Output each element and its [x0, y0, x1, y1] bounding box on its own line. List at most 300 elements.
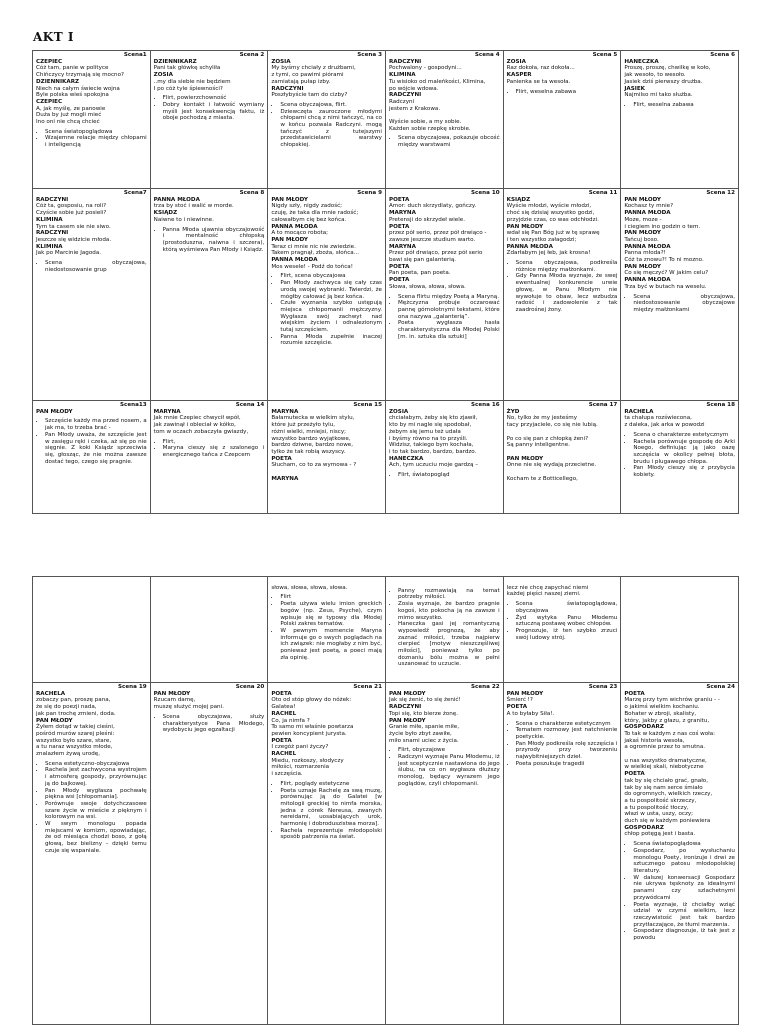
scene-note: • Flirt: [280, 594, 382, 601]
scene-notes: [36, 418, 147, 465]
dialogue-line: jakaś historia wesoła,: [624, 737, 685, 744]
dialogue-line: trza by stoć i walić w morde.: [153, 203, 234, 210]
dialogue-line: Galatea!: [271, 704, 296, 711]
scene-note: • Żyd wytyka Panu Młodemu sztuczną postawę wobec chłopów.: [516, 615, 618, 628]
dialogue-line: Przez pół drwiąco, przez pół serio: [388, 250, 483, 257]
scene-notes: [154, 439, 265, 459]
dialogue-line: ta chałupa rozświecona,: [624, 415, 692, 422]
dialogue-line: a tu naraz wszystko młode,: [36, 744, 113, 751]
scene-number: [154, 578, 265, 585]
speaker-name: PANNA MŁODA: [506, 243, 553, 250]
scene-note: • Szczęście każdy ma przed nosem, a jak ma, to trzeba brać -: [45, 418, 147, 431]
scene-notes: [36, 260, 147, 273]
scene-notes: [624, 432, 735, 479]
dialogue-line: wszystko bardzo wyjątkowe,: [271, 435, 351, 442]
speaker-name: PAN MŁODY: [506, 223, 544, 230]
scene-cell: [268, 189, 386, 401]
speaker-name: MARYNA: [271, 408, 299, 415]
scene-note: • Panny rozmawiają na temat potrzeby miłości.: [398, 588, 500, 601]
dialogue-line: tacy przyjaciele, co się nie lubią.: [506, 422, 598, 429]
speaker-name: KSIĄDZ: [153, 210, 178, 217]
speaker-name: RADCZYNI: [388, 58, 422, 65]
scene-cell: [151, 189, 269, 401]
scene-number: Scena 6: [710, 52, 735, 58]
scene-cell: [33, 577, 151, 683]
scene-note: • Scena światopoglądowa: [45, 129, 147, 136]
speaker-name: MARYNA: [388, 210, 416, 217]
speaker-name: PAN MŁODY: [271, 196, 308, 203]
scene-number: Scena 10: [471, 190, 500, 196]
dialogue-line: miłości, rozmarzenia: [271, 764, 330, 771]
speaker-name: POETA: [388, 223, 410, 230]
speaker-name: POETA: [624, 690, 645, 697]
scene-note: • Scena obyczajowa, pokazuje obcość między warstwami: [398, 135, 500, 148]
dialogue-line: A to byłaby Siła!.: [506, 710, 555, 717]
scene-number: Scena 19: [118, 684, 147, 690]
scene-cell: [504, 189, 622, 401]
scene-note: • Scena światopoglądowa, obyczajowa: [516, 601, 618, 614]
dialogue-line: Pochwalony - gospodyni...: [388, 65, 462, 72]
dialogue-line: ..my dla siebie nie będziem: [153, 78, 231, 85]
speaker-name: PANNA MŁODA: [271, 223, 318, 230]
dialogue-line: choć się dzisiaj wszystko godzi,: [506, 210, 595, 217]
dialogue-line: [271, 469, 382, 476]
dialogue-line: I czegóż pani życzy?: [271, 744, 329, 751]
speaker-name: PAN MŁODY: [506, 455, 544, 462]
scene-note: • Pan Młody uważa, że szczęście jest w zasięgu ręki i czeka, aż się po nie sięgnie. Z koki Ksiądz sprzeciwia się, głosząc, że nie można zawsze dostać tego, czego się pragnie.: [45, 432, 147, 466]
scene-cell: [504, 401, 622, 514]
scene-note: • Poeta wyznaje, iż chciałby wziąć udział w czymś wielkim, lecz rzeczywistość jest tak bardzo przytłaczające, że tłumi marzenia.: [633, 902, 735, 929]
dialogue-line: jak zawinął i obleciał w kółko,: [153, 422, 236, 429]
dialogue-line: a tu pospolitość tłoczy,: [624, 804, 689, 811]
scene-note: • Gospodarz diagnozuje, iż tak jest z powodu: [633, 928, 735, 941]
dialogue-line: Cóż ta, gosposiu, na roli?: [36, 203, 107, 210]
scene-number: Scena 12: [706, 190, 735, 196]
scene-notes: [507, 260, 618, 314]
speaker-name: POETA: [388, 196, 410, 203]
scene-note: • Dobry kontakt i łatwość wymiany myśli jest konsekwencją faktu, iż oboje pochodzą z miasta.: [163, 102, 265, 122]
scene-notes: [271, 102, 382, 149]
dialogue-line: zobaczy pan, proszę pana,: [36, 697, 111, 704]
dialogue-line: Trza być w butach na weselu.: [624, 283, 707, 290]
dialogue-line: życie było zbyt zawiłe,: [388, 730, 452, 737]
scene-note: • Flirt,: [163, 439, 265, 446]
scene-cell: [621, 189, 739, 401]
dialogue-line: muszę służyć mojej pani.: [153, 704, 224, 711]
dialogue-line: Bohater w zbroji, skalisty,: [624, 710, 697, 717]
dialogue-line: bawi się pan galanterią.: [388, 257, 457, 264]
scene-note: • Maryna cieszy się z szalonego i energicznego tańca z Czepcem: [163, 445, 265, 458]
speaker-name: RACHEL: [271, 751, 297, 758]
scene-number: [624, 578, 735, 585]
dialogue-line: My byśmy chciały z drużbami,: [271, 65, 356, 72]
dialogue-line: chłop potęgą jest i basta.: [624, 831, 696, 838]
scene-number: Scena 21: [353, 684, 382, 690]
dialogue-line: jak wesoło, to wesoło.: [624, 72, 686, 79]
scene-note: • Scena światopoglądowa: [633, 841, 735, 848]
speaker-name: POETA: [271, 690, 292, 697]
dialogue-line: czuję, że taka dla mnie radość;: [271, 210, 359, 217]
speaker-name: POETA: [506, 704, 528, 711]
scene-number: Scena 9: [357, 190, 382, 196]
scene-number: Scena 24: [706, 684, 735, 690]
dialogue-line: To tak w każdym z nas coś woła:: [624, 730, 716, 737]
dialogue-line: miło snami uciec z życia.: [388, 737, 459, 744]
scene-number: Scena 3: [357, 52, 382, 58]
scene-notes: [154, 95, 265, 122]
speaker-name: ZOSIA: [506, 58, 526, 65]
scene-cell: [151, 683, 269, 1025]
scene-cell: [621, 577, 739, 683]
speaker-name: RACHELA: [624, 408, 654, 415]
dialogue-line: tak by się chciało grać, gnało,: [624, 777, 708, 784]
scene-note: • Wzajemne relacje między chłopami i inteligencją: [45, 135, 147, 148]
scene-notes: [154, 714, 265, 734]
scene-note: • Mężczyzna próbuje oczarować pannę górnolotnymi tekstami, które ona nazywa „galanterią”.: [398, 300, 500, 320]
dialogue-line: Amor: duch skrzydlaty, gończy.: [388, 203, 477, 210]
scene-note: • Rachela porównuje gospodę do Arki Noego, definiując ją jako oazę szczęścia w okolicy pełnej błota, brudu i plugawego chłopa.: [633, 439, 735, 466]
scene-number: Scena 17: [588, 402, 618, 408]
dialogue-line: i ten wszystko załagodzi;: [506, 236, 577, 243]
scene-number: Scena 14: [235, 402, 265, 408]
dialogue-line: Słowa, słowa, słowa, słowa.: [388, 283, 466, 290]
dialogue-line: które już przeżyło tylu,: [271, 422, 336, 429]
scene-number: Scena 23: [588, 684, 618, 690]
speaker-name: PANNA MŁODA: [624, 277, 671, 284]
speaker-name: KSIĄDZ: [506, 196, 531, 203]
scene-note: • W pewnym momencie Maryna informuje go o swych poglądach na ich związek: nie mogłaby z nim być, ponieważ jest poetą, a poeci mają zła opinię.: [280, 628, 382, 662]
scene-cell: [386, 577, 504, 683]
scene-number: Scena 4: [474, 52, 500, 58]
dialogue-line: który, jakby z głazu, z granitu,: [624, 717, 710, 724]
scene-notes: [624, 841, 735, 942]
dialogue-line: przyjdzie czas, co was odchłodzi.: [506, 216, 599, 223]
scene-cell: [504, 577, 622, 683]
dialogue-line: A to mocąco robota;: [271, 230, 329, 237]
dialogue-line: Czyście sobie już posieli?: [36, 210, 107, 217]
dialogue-line: o jakimś wielkim kochaniu.: [624, 704, 700, 711]
scene-number: Scena 22: [471, 684, 500, 690]
scene-note: • Gdy Panna Młoda wyznaje, że swej ewentualnej konkurencie urwie głowę, w Panu Młodym nie wywołuje to obaw, lecz wzbudza radość i zadowolenie z tak zaadrośnej żony.: [516, 273, 618, 313]
scene-notes: [271, 594, 382, 661]
dialogue-line: Proszę, proszę, chwilkę w koło,: [624, 65, 711, 72]
scene-cell: [33, 683, 151, 1025]
dialogue-line: jak pan trochę zmieni, doda.: [36, 710, 116, 717]
dialogue-line: w wielkiej skali, niebotyczne: [624, 764, 704, 771]
scene-note: • Scena obyczajowa, niedostosowanie obyczajowe między małżonkami: [633, 294, 735, 314]
dialogue-line: a tu pospolitość skrzeczy,: [624, 797, 697, 804]
dialogue-line: Byle polska wieś spokojna: [36, 92, 109, 99]
scene-notes: [389, 472, 500, 479]
scene-notes: [36, 761, 147, 855]
dialogue-line: Jasiek dziś pierwszy drużba.: [624, 78, 703, 85]
dialogue-line: Co się męczyć? W jakim celu?: [624, 270, 709, 277]
dialogue-line: Poszłybyście tam do cizby?: [271, 92, 348, 99]
dialogue-line: Moze, moze -: [624, 216, 662, 223]
scene-note: • Poeta uznaje Rachelę za swą muzę, porównując ją do Galatei [w mitologii greckiej to nimfa morska, jedna z córek Nereusa, zwanych nereidami, uosabiających urok, harmonię i dobroduszistwa morza].: [280, 788, 382, 828]
speaker-name: MARYNA: [388, 243, 416, 250]
scene-number: Scena 8: [239, 190, 265, 196]
scene-note: • Flirt, scena obyczajowa: [280, 273, 382, 280]
dialogue-line: Śmierć !?: [506, 697, 533, 704]
dialogue-line: Słucham, co to za wymowa - ?: [271, 462, 357, 469]
dialogue-line: Tym ta casem sie nie siwo.: [36, 223, 111, 230]
speaker-name: PAN MŁODY: [36, 408, 73, 415]
dialogue-line: Tu wisioko od maleńkości, Klimina,: [388, 78, 486, 85]
speaker-name: RADCZYNI: [388, 92, 422, 99]
dialogue-line: z daleka, jak arka w powodzi: [624, 422, 705, 429]
dialogue-line: znalazłem żywą urodę,: [36, 751, 101, 758]
scene-cell: [621, 401, 739, 514]
dialogue-line: tylko że tak robią wszyscy.: [271, 448, 346, 455]
dialogue-line: Panna młoda?!: [624, 250, 666, 257]
scene-notes: [154, 227, 265, 254]
dialogue-line: po wójcie wdowa.: [388, 85, 439, 92]
dialogue-line: Widzisz, takiego bym kochała,: [388, 442, 474, 449]
scene-note: • Poeta używa wielu imion greckich bogów (np. Zeus, Psyche), czym wpisuje się w typowy dla Młodej Polski zakres tematów.: [280, 601, 382, 628]
scene-notes: [389, 588, 500, 668]
dialogue-line: [507, 429, 618, 436]
dialogue-line: [507, 449, 618, 456]
dialogue-line: [507, 469, 618, 476]
speaker-name: MARYNA: [271, 475, 299, 482]
dialogue-line: Pan poeta, pan poeta.: [388, 270, 451, 277]
scene-number: Scena 15: [353, 402, 382, 408]
dialogue-line: wszystko było szare, stare,: [36, 737, 112, 744]
dialogue-line: Niech na całym świecie wojna: [36, 85, 120, 92]
speaker-name: RADCZYNI: [36, 196, 69, 203]
speaker-name: PANNA MŁODA: [624, 243, 671, 250]
dialogue-line: Jak się żenić, to się żenić!: [388, 697, 461, 704]
dialogue-line: u nas wszystko dramatyczne,: [624, 757, 707, 764]
dialogue-line: Raz dokoła, raz dokoła...: [506, 65, 575, 72]
scene-number: Scena 2: [239, 52, 265, 58]
dialogue-line: Każden sobie rzepkę skrobie.: [388, 125, 471, 132]
dialogue-line: Duża by już mogli mieć: [36, 112, 102, 119]
scene-note: • Flirt, powierzchowność: [163, 95, 265, 102]
scene-cell: [268, 51, 386, 189]
dialogue-line: lecz nie chcę zapychać niemi: [506, 584, 589, 591]
page-title: AKT I: [33, 30, 74, 44]
scene-note: • W swym monologu popada miejscami w komizm, opowiadając, że od miesiąca chodzi boso, z gołą głową, bez bielizny – dzięki temu czuje się wspaniale.: [45, 821, 147, 855]
scene-cell: [151, 51, 269, 189]
speaker-name: PAN MŁODY: [388, 690, 426, 697]
scene-cell: [504, 683, 622, 1025]
scene-note: • Poeta wygłasza hasła charakterystyczna dla Młodej Polski [m. in. sztuka dla sztuki]: [398, 320, 500, 340]
scene-notes: [507, 601, 618, 641]
scene-note: • Scena o charakterze estetycznym: [516, 721, 618, 728]
dialogue-line: wdał się Pan Bóg już w tę sprawę: [506, 230, 600, 237]
scene-cell: [151, 577, 269, 683]
scene-notes: [507, 89, 618, 96]
dialogue-line: Wyście młodzi, wyście młodzi,: [506, 203, 592, 210]
dialogue-line: tom w oczach zobaczyła gwiazdy,: [153, 428, 249, 435]
speaker-name: MARYNA: [153, 408, 181, 415]
scene-notes: [389, 294, 500, 341]
scene-number: [389, 578, 500, 585]
scene-cell: [386, 51, 504, 189]
scene-notes: [36, 129, 147, 149]
dialogue-line: różni wielki, mniejsi, niscy;: [271, 428, 347, 435]
dialogue-line: duch się w każdym poniewiera: [624, 818, 711, 825]
scene-number: Scena 20: [235, 684, 265, 690]
scene-notes: [507, 721, 618, 768]
scene-cell: [33, 401, 151, 514]
dialogue-line: Cóż ta znowu?! To ni mozno.: [624, 257, 704, 264]
scene-note: • Scena obyczajowa, podkreśla różnice między małżonkami.: [516, 260, 618, 273]
dialogue-line: pośród murów szarej pleśni:: [36, 730, 115, 737]
dialogue-line: No, tylko że my jesteśmy: [506, 415, 578, 422]
dialogue-line: Kochasz ty mnie?: [624, 203, 674, 210]
dialogue-line: całowałbym cię bez końca.: [271, 216, 347, 223]
dialogue-line: jestem z Krakowa.: [388, 105, 441, 112]
scene-note: • Tematem rozmowy jest natchnienie poetyckie.: [516, 727, 618, 740]
speaker-name: KLIMINA: [36, 216, 63, 223]
scene-note: • Dziewczęta zauroczone młodymi chłopami chcą z nimi tańczyć, na co w końcu pozwala Radczyni. mogą tańczyć z tutejszymi przedstawicielami warstwy chłopskiej.: [280, 109, 382, 149]
dialogue-line: Jeszcze się widzicie młoda.: [36, 236, 112, 243]
scene-notes: [624, 294, 735, 314]
scene-note: • Rachela jest zachwycona wystrojem i atmosferą gospody, przyrównując ją do bajkowej.: [45, 767, 147, 787]
dialogue-line: Naiwne to i niewinne.: [153, 216, 214, 223]
dialogue-line: Żyłem dotąd w takiej cieśni,: [36, 724, 115, 731]
scene-cell: [33, 189, 151, 401]
speaker-name: RADCZYNI: [388, 704, 422, 711]
dialogue-line: I po cóż tyle śpiewności?: [153, 85, 223, 92]
dialogue-line: Topi się, kto bierze żonę.: [388, 710, 458, 717]
scene-note: • Scena flirtu między Poetą a Maryną.: [398, 294, 500, 301]
speaker-name: KASPER: [506, 72, 532, 79]
dialogue-line: A, jak myślę, ze panowie: [36, 105, 106, 112]
speaker-name: PAN MŁODY: [36, 717, 73, 724]
scene-note: • Czułe wyznania szybko ustępują miejsca chłopomanii mężczyzny. Wygłasza swój zachwyt nad wiejskim życiem i odnalezionym tutaj szczęściem.: [280, 300, 382, 334]
speaker-name: ŻYD: [506, 408, 520, 415]
dialogue-line: zamiatają pułap izby.: [271, 78, 331, 85]
dialogue-line: Pretensji do skrzydeł wiele.: [388, 216, 466, 223]
dialogue-line: Mos wesele! - Podź do tońca!: [271, 263, 353, 270]
scene-note: • Flirt, obyczajowe: [398, 747, 500, 754]
speaker-name: PAN MŁODY: [153, 690, 191, 697]
dialogue-line: Tańcuj boso.: [624, 236, 659, 243]
speaker-name: PANNA MŁODA: [271, 257, 318, 264]
scene-note: • Flirt, weselna zabawa: [516, 89, 618, 96]
dialogue-line: Granie miłe, spanie miłe,: [388, 724, 459, 731]
dialogue-line: Miedu, rozkoszy, słodyczy: [271, 757, 344, 764]
scene-number: Scena 11: [588, 190, 618, 196]
dialogue-line: Po co się pan z chłopką żeni?: [506, 435, 589, 442]
scene-number: Scena 16: [471, 402, 500, 408]
scene-number: [36, 578, 147, 585]
scene-cell: [33, 51, 151, 189]
dialogue-line: że się do poezji nada,: [36, 704, 97, 711]
speaker-name: ZOSIA: [271, 58, 291, 65]
scene-cell: [386, 683, 504, 1025]
dialogue-line: z tymi, co pawimi piórami: [271, 72, 344, 79]
speaker-name: CZEPIEC: [36, 98, 63, 105]
dialogue-line: Radczyni: [388, 98, 415, 105]
dialogue-line: i to tak bardzo, bardzo, bardzo.: [388, 448, 477, 455]
speaker-name: RADCZYNI: [271, 85, 304, 92]
scene-note: • Flirt, weselna zabawa: [633, 102, 735, 109]
speaker-name: PAN MŁODY: [624, 263, 661, 270]
dialogue-line: Jak po Marcinie Jagoda.: [36, 250, 102, 257]
speaker-name: HANECZKA: [388, 455, 424, 462]
speaker-name: ZOSIA: [153, 72, 173, 79]
scene-note: • Scena obyczajowa, niedostosowanie grup: [45, 260, 147, 273]
speaker-name: RADCZYNI: [36, 230, 69, 237]
dialogue-line: słowa, słowa, słowa, słowa.: [271, 584, 348, 591]
speaker-name: PAN MŁODY: [624, 196, 661, 203]
speaker-name: DZIENNIKARZ: [153, 58, 197, 65]
dialogue-line: Bałamutecka w wielkim stylu,: [271, 415, 355, 422]
scene-notes: [271, 781, 382, 841]
scene-note: • Scena o charakterze estetycznym: [633, 432, 735, 439]
dialogue-line: każdej pięści naszej ziemi.: [506, 591, 581, 598]
scene-number: Scena 18: [706, 402, 735, 408]
scene-cell: [268, 683, 386, 1025]
dialogue-line: Ino oni nie chcą chcieć: [36, 119, 100, 126]
scene-cell: [621, 51, 739, 189]
speaker-name: DZIENNIKARZ: [36, 78, 80, 85]
dialogue-line: To samo mi właśnie powtarza: [271, 724, 354, 731]
scene-notes: [624, 102, 735, 109]
speaker-name: PAN MŁODY: [506, 690, 544, 697]
dialogue-line: Panienka se ta wesoła.: [506, 78, 571, 85]
dialogue-line: Najmilso mi tako służba.: [624, 92, 693, 99]
dialogue-line: bardzo dziwne, bardzo nowe,: [271, 442, 353, 449]
dialogue-line: [624, 751, 735, 758]
dialogue-line: Pani tak główkę schyliła: [153, 65, 221, 72]
scene-number: Scena7: [123, 190, 147, 196]
scene-cell: [621, 683, 739, 1025]
scene-cell: [268, 577, 386, 683]
dialogue-line: przez pół serio, przez pół drwiąco -: [388, 230, 487, 237]
dialogue-line: Nigdy szły, nigdy zadość;: [271, 203, 343, 210]
speaker-name: HANECZKA: [624, 58, 659, 65]
scene-number: [507, 578, 618, 585]
speaker-name: POETA: [388, 277, 410, 284]
speaker-name: KLIMINA: [388, 72, 416, 79]
scene-note: • Zosia wyznaje, że bardzo pragnie kogoś, kto pokocha ją na zawsze i mimo wszystko.: [398, 601, 500, 621]
scene-note: • Rachela reprezentuje młodopolski sposób patrzenia na świat.: [280, 828, 382, 841]
scene-note: • Haneczka gasi jej romantyczną wypowiedź prognozą, że aby zaznać miłości, trzeba najpierw cierpieć [motyw nieszczęśliwej miłości], ponieważ tylko po doznaniu bólu można w pełni uszanować to uczucie.: [398, 621, 500, 668]
scene-number: Scena1: [123, 52, 147, 58]
scene-note: • Flirt, poglądy estetyczne: [280, 781, 382, 788]
scene-cell: [504, 51, 622, 189]
scene-note: • Gospodarz, po wysłuchaniu monologu Poety, ironizuje i drwi ze sztucznego patosu młodopolskiej literatury.: [633, 848, 735, 875]
dialogue-line: Oto od stóp głowy do nóżek:: [271, 697, 352, 704]
dialogue-line: Cóż tam, panie w polityce: [36, 65, 109, 72]
speaker-name: GOSPODARZ: [624, 724, 664, 731]
scene-note: • Panna Młoda ujawnia obyczajowość i mentalność chłopską (prostoduszna, naiwna i szczera), którą wyśmiewa Pan Młody i Ksiądz.: [163, 227, 265, 254]
speaker-name: RACHELA: [36, 690, 66, 697]
speaker-name: POETA: [271, 737, 292, 744]
dialogue-line: a ogromnie przez to smutna.: [624, 744, 706, 751]
scene-number: [271, 578, 382, 585]
speaker-name: PAN MŁODY: [624, 230, 661, 237]
speaker-name: CZEPIEC: [36, 58, 63, 65]
scene-cell: [151, 401, 269, 514]
speaker-name: PANNA MŁODA: [624, 210, 671, 217]
speaker-name: POETA: [624, 771, 645, 778]
speaker-name: ZOSIA: [388, 408, 409, 415]
dialogue-line: zawsze jeszcze studium warto.: [388, 236, 476, 243]
dialogue-line: Kocham te z Botticellego,: [506, 475, 578, 482]
dialogue-line: Zdarłabym jej łeb, jak krosna!: [506, 250, 591, 257]
dialogue-line: żebym się jemu też udała: [388, 428, 461, 435]
dialogue-line: chciałabym, żeby się kto zjawił,: [388, 415, 478, 422]
dialogue-line: Co, ja nimfa ?: [271, 717, 310, 724]
scene-note: • Pan Młody zachwyca się cały czas urodą swojej wybranki. Twierdzi, że mógłby całować ją bez końca.: [280, 280, 382, 300]
